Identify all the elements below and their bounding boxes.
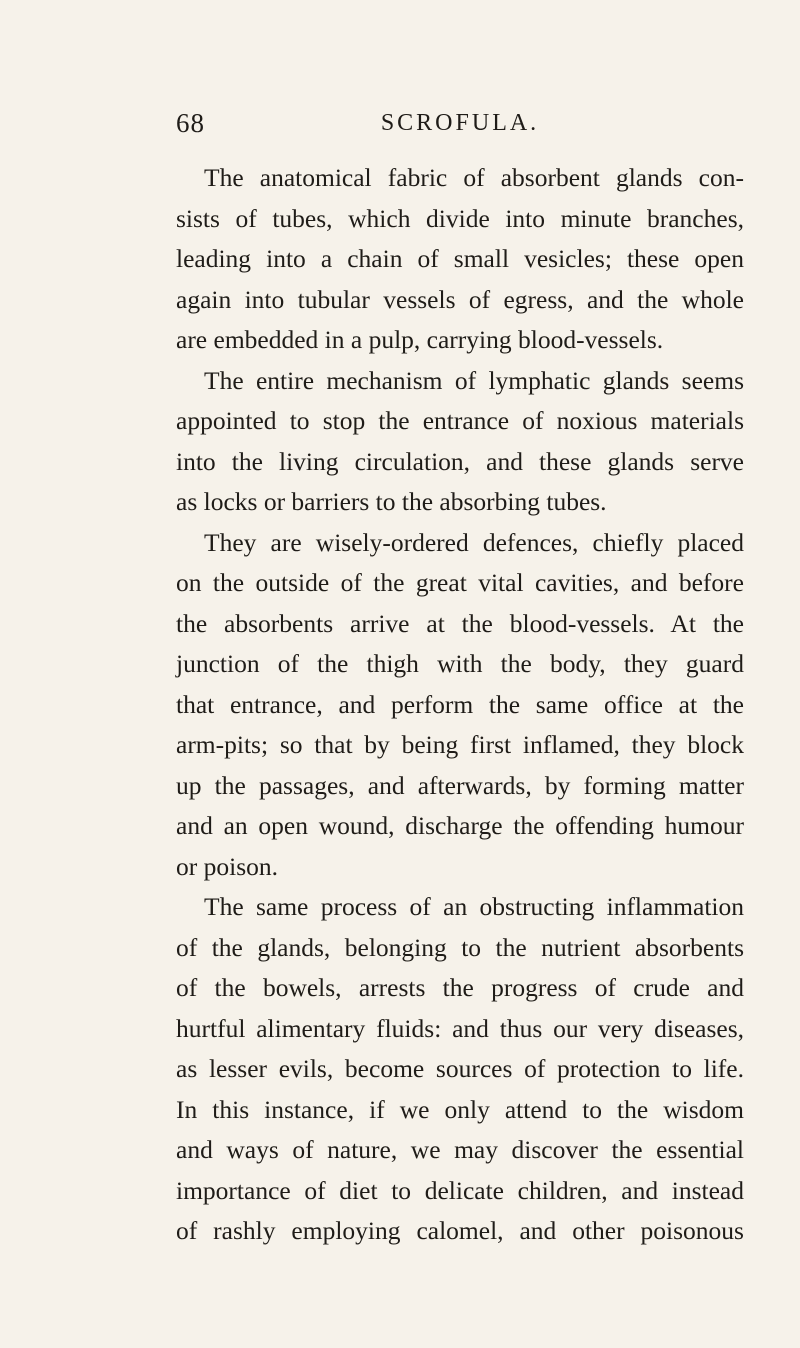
text-line: as lesser evils, become sources of protection to life.: [176, 1054, 744, 1083]
text-line: on the outside of the great vital cavities, and before: [176, 568, 744, 597]
text-line: sists of tubes, which divide into minute branches,: [176, 203, 744, 233]
text-line: appointed to stop the entrance of noxious materials: [176, 406, 744, 435]
text-line: hurtful alimentary fluids: and thus our very diseases,: [176, 1013, 744, 1043]
text-line: They are wisely-ordered defences, chiefly placed: [204, 527, 744, 557]
text-line: leading into a chain of small vesicles; these open: [176, 244, 744, 273]
text-line: of the bowels, arrests the progress of crude and: [176, 973, 744, 1002]
text-line: of rashly employing calomel, and other poisonous: [176, 1216, 744, 1245]
text-line: junction of the thigh with the body, they guard: [176, 649, 744, 678]
text-line: or poison.: [176, 851, 278, 881]
text-line: up the passages, and afterwards, by forming matter: [176, 770, 744, 800]
text-line: and ways of nature, we may discover the essential: [176, 1135, 744, 1164]
text-line: that entrance, and perform the same office at the: [176, 689, 744, 719]
text-line: the absorbents arrive at the blood-vessels. At the: [176, 608, 744, 638]
text-line: In this instance, if we only attend to the wisdom: [176, 1094, 744, 1124]
text-line: The entire mechanism of lymphatic glands seems: [204, 365, 744, 395]
body-text: [176, 158, 744, 1252]
text-line: as locks or barriers to the absorbing tubes.: [176, 487, 607, 516]
text-line: and an open wound, discharge the offending humour: [176, 811, 744, 840]
text-line: arm-pits; so that by being first inflamed, they block: [176, 730, 744, 759]
text-line: The same process of an obstructing inflammation: [204, 892, 744, 921]
text-line: into the living circulation, and these glands serve: [176, 446, 744, 476]
text-line: importance of diet to delicate children, and instead: [176, 1175, 744, 1205]
page-number: 68: [176, 108, 205, 138]
running-title: SCROFULA.: [380, 110, 540, 136]
text-line: The anatomical fabric of absorbent glands con-: [204, 163, 744, 192]
text-line: of the glands, belonging to the nutrient absorbents: [176, 932, 744, 962]
page-header: [176, 103, 744, 143]
text-line: are embedded in a pulp, carrying blood-vessels.: [176, 325, 664, 354]
text-line: again into tubular vessels of egress, and the whole: [176, 284, 744, 314]
